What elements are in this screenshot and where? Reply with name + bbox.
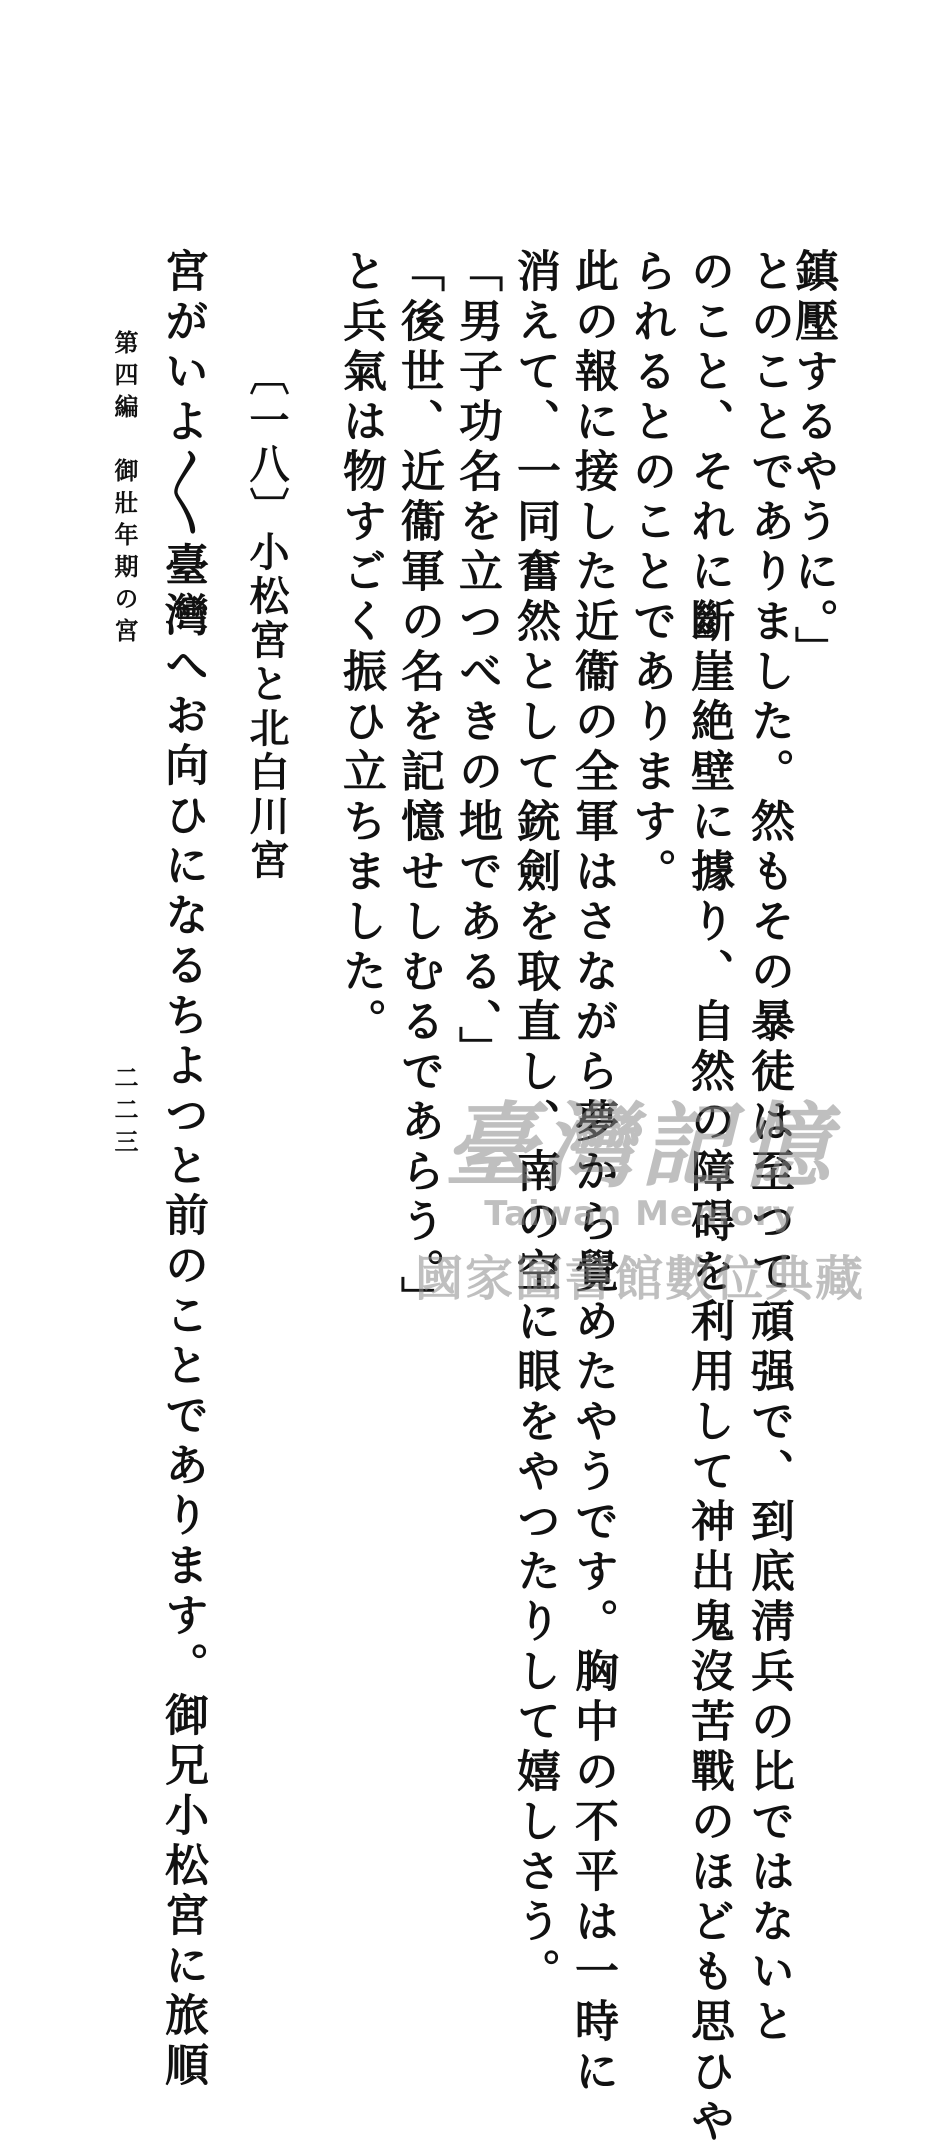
- watermark: [400, 1092, 880, 1340]
- watermark-english: Taiwan Memory: [484, 1194, 796, 1234]
- page-footer: 第四編 御壯年期の宮: [110, 330, 139, 650]
- text-column-7: 「男子功名を立つべきの地である、」: [451, 248, 502, 1076]
- text-column-4: られるとのことであります。: [625, 248, 676, 898]
- text-column-2: とのことでありました。然もその暴徒は至つて頑强で、到底淸兵の比ではないと: [743, 248, 794, 2048]
- watermark-sub: 國家圖書館數位典藏: [414, 1251, 865, 1307]
- text-column-1: 鎮壓するやうに。」: [787, 248, 838, 676]
- page-number: 二二三: [110, 1065, 139, 1161]
- text-column-10: 宮がいよ〳〵臺灣へお向ひになるちよつと前のことであります。御兄小松宮に旅順: [157, 248, 208, 2092]
- text-column-5: 此の報に接した近衞の全軍はさながら夢から覺めたやうです。胸中の不平は一時に: [567, 248, 618, 2098]
- text-column-8: 「後世、近衞軍の名を記憶せしむるであらう。」: [393, 248, 444, 1326]
- watermark-main: 臺灣記憶: [443, 1092, 836, 1200]
- text-column-6: 消えて、一同奮然として銃劍を取直し、南の空に眼をやつたりして嬉しさう。: [509, 248, 560, 1998]
- section-heading: 〔一八〕小松宮と北白川宮: [243, 355, 289, 883]
- text-column-9: と兵氣は物すごく振ひ立ちました。: [335, 248, 386, 1048]
- text-column-3: のこと、それに斷崖絶壁に據り、自然の障碍を利用して神出鬼沒苦戰のほども思ひや: [683, 248, 734, 2148]
